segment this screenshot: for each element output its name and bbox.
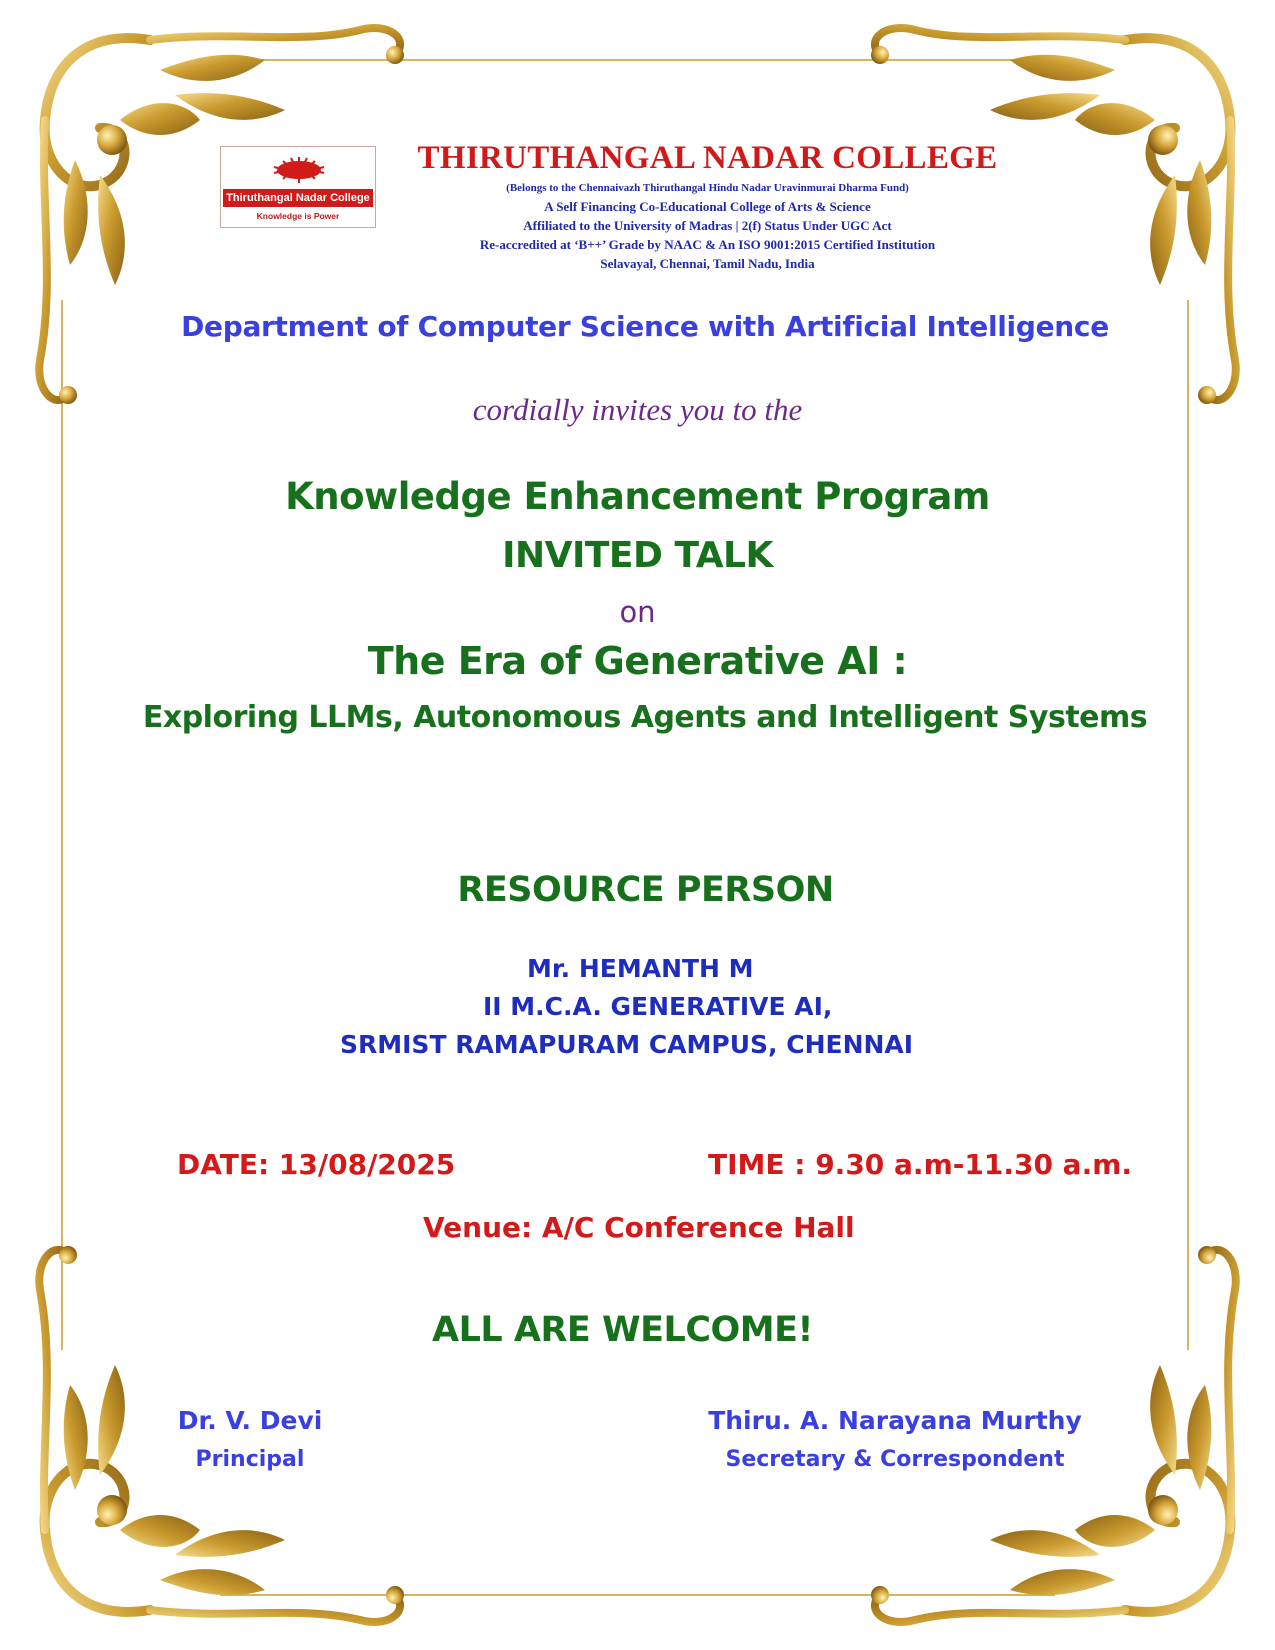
college-type-line: A Self Financing Co-Educational College of Arts & Science <box>544 199 871 214</box>
event-time: TIME : 9.30 a.m-11.30 a.m. <box>708 1148 1133 1181</box>
college-logo <box>220 146 376 228</box>
college-affiliation-line: (Belongs to the Chennaivazh Thiruthangal Hindu Nadar Uravinmurai Dharma Fund) <box>506 182 909 194</box>
event-date: DATE: 13/08/2025 <box>177 1148 456 1181</box>
college-university-line: Affiliated to the University of Madras | 2(f) Status Under UGC Act <box>523 218 892 233</box>
logo-college-name: Thiruthangal Nadar College <box>223 189 373 207</box>
talk-title: The Era of Generative AI : <box>367 639 908 683</box>
secretary-name: Thiru. A. Narayana Murthy <box>708 1406 1082 1435</box>
secretary-title: Secretary & Correspondent <box>725 1447 1065 1472</box>
program-name: Knowledge Enhancement Program <box>285 475 990 518</box>
logo-tagline: Knowledge is Power <box>256 211 340 221</box>
resource-person-institution: SRMIST RAMAPURAM CAMPUS, CHENNAI <box>340 1030 914 1059</box>
college-name: THIRUTHANGAL NADAR COLLEGE <box>417 140 998 176</box>
resource-person-course: II M.C.A. GENERATIVE AI, <box>483 992 833 1021</box>
on-connector: on <box>619 595 656 629</box>
principal-name: Dr. V. Devi <box>177 1406 323 1435</box>
welcome-message: ALL ARE WELCOME! <box>432 1310 813 1350</box>
sun-emblem-icon <box>269 155 329 185</box>
college-accreditation-line: Re-accredited at ‘B++’ Grade by NAAC & An ISO 9001:2015 Certified Institution <box>479 237 936 252</box>
resource-person-name: Mr. HEMANTH M <box>527 954 754 983</box>
talk-subtitle: Exploring LLMs, Autonomous Agents and Intelligent Systems <box>142 700 1148 735</box>
corner-ornament-top-right <box>871 28 1236 404</box>
department-name: Department of Computer Science with Artificial Intelligence <box>181 310 1109 343</box>
invite-line: cordially invites you to the <box>472 392 803 427</box>
principal-title: Principal <box>195 1447 305 1472</box>
resource-person-heading: RESOURCE PERSON <box>457 870 834 910</box>
college-address-line: Selavayal, Chennai, Tamil Nadu, India <box>600 256 815 271</box>
event-venue: Venue: A/C Conference Hall <box>423 1211 855 1244</box>
talk-type: INVITED TALK <box>502 535 773 576</box>
